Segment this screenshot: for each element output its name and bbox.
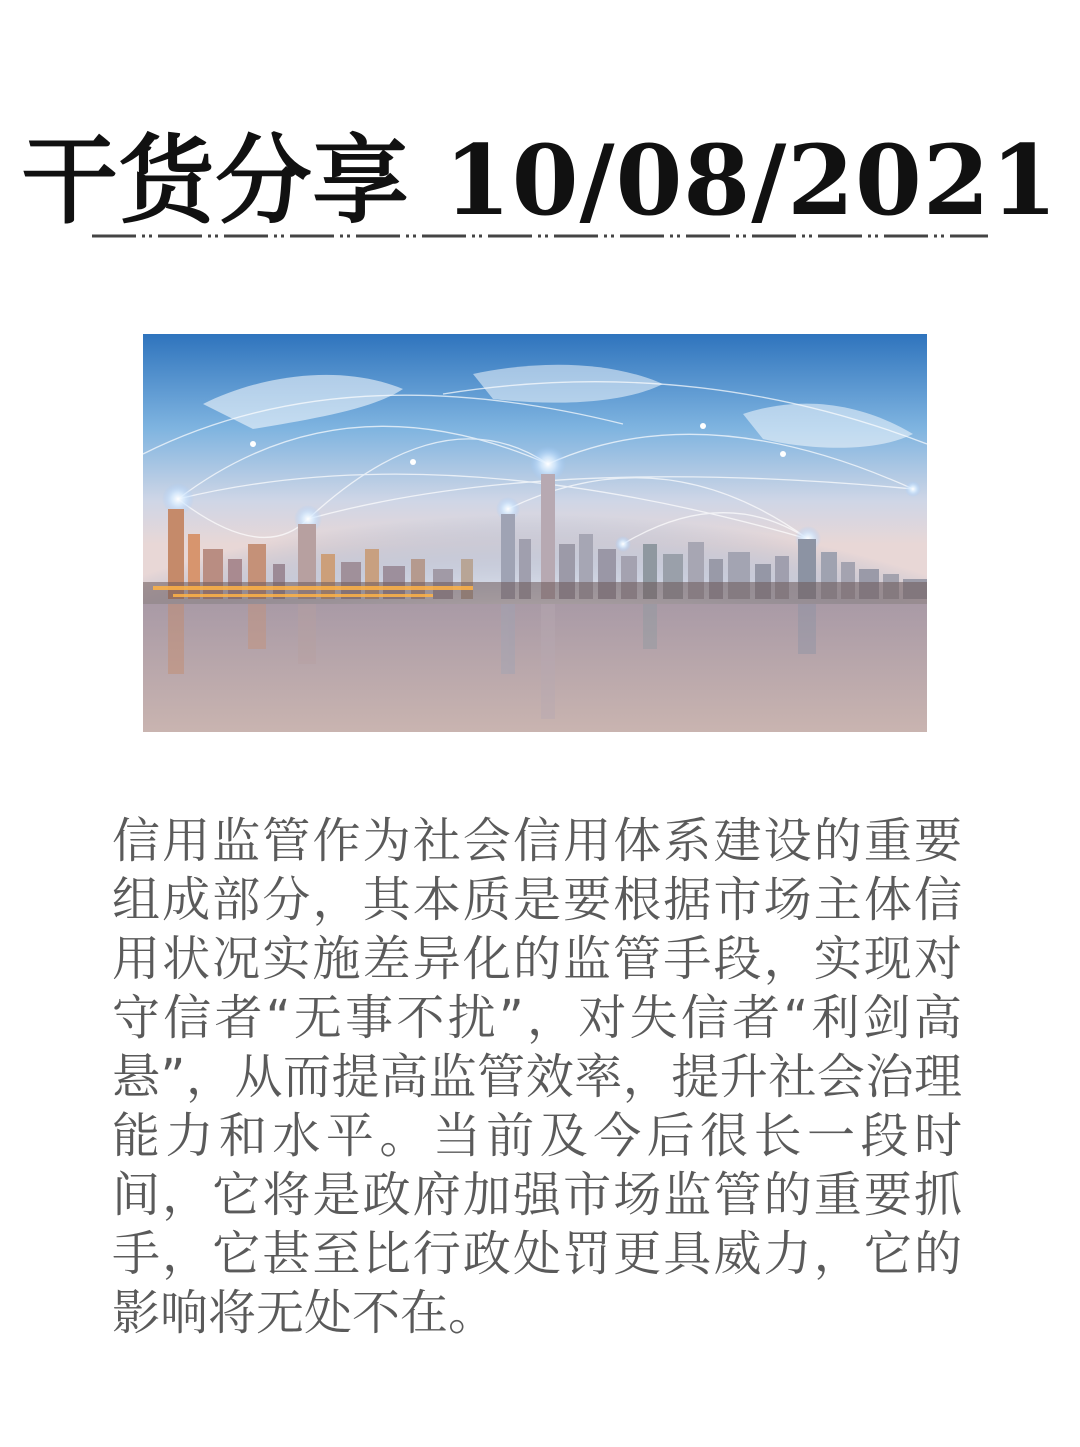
page-title: 干货分享 10/08/2021	[21, 124, 1059, 238]
dashed-divider	[92, 226, 988, 246]
hero-image	[143, 334, 927, 732]
article-paragraph: 信用监管作为社会信用体系建设的重要组成部分，其本质是要根据市场主体信用状况实施差异化的监管手段，实现对守信者“无事不扰”，对失信者“利剑高悬”，从而提高监管效率，提升社会治理能力和水平。当前及今后很长一段时间，它将是政府加强市场监管的重要抓手，它甚至比行政处罚更具威力，它的影响将无处不在。	[112, 813, 962, 1341]
